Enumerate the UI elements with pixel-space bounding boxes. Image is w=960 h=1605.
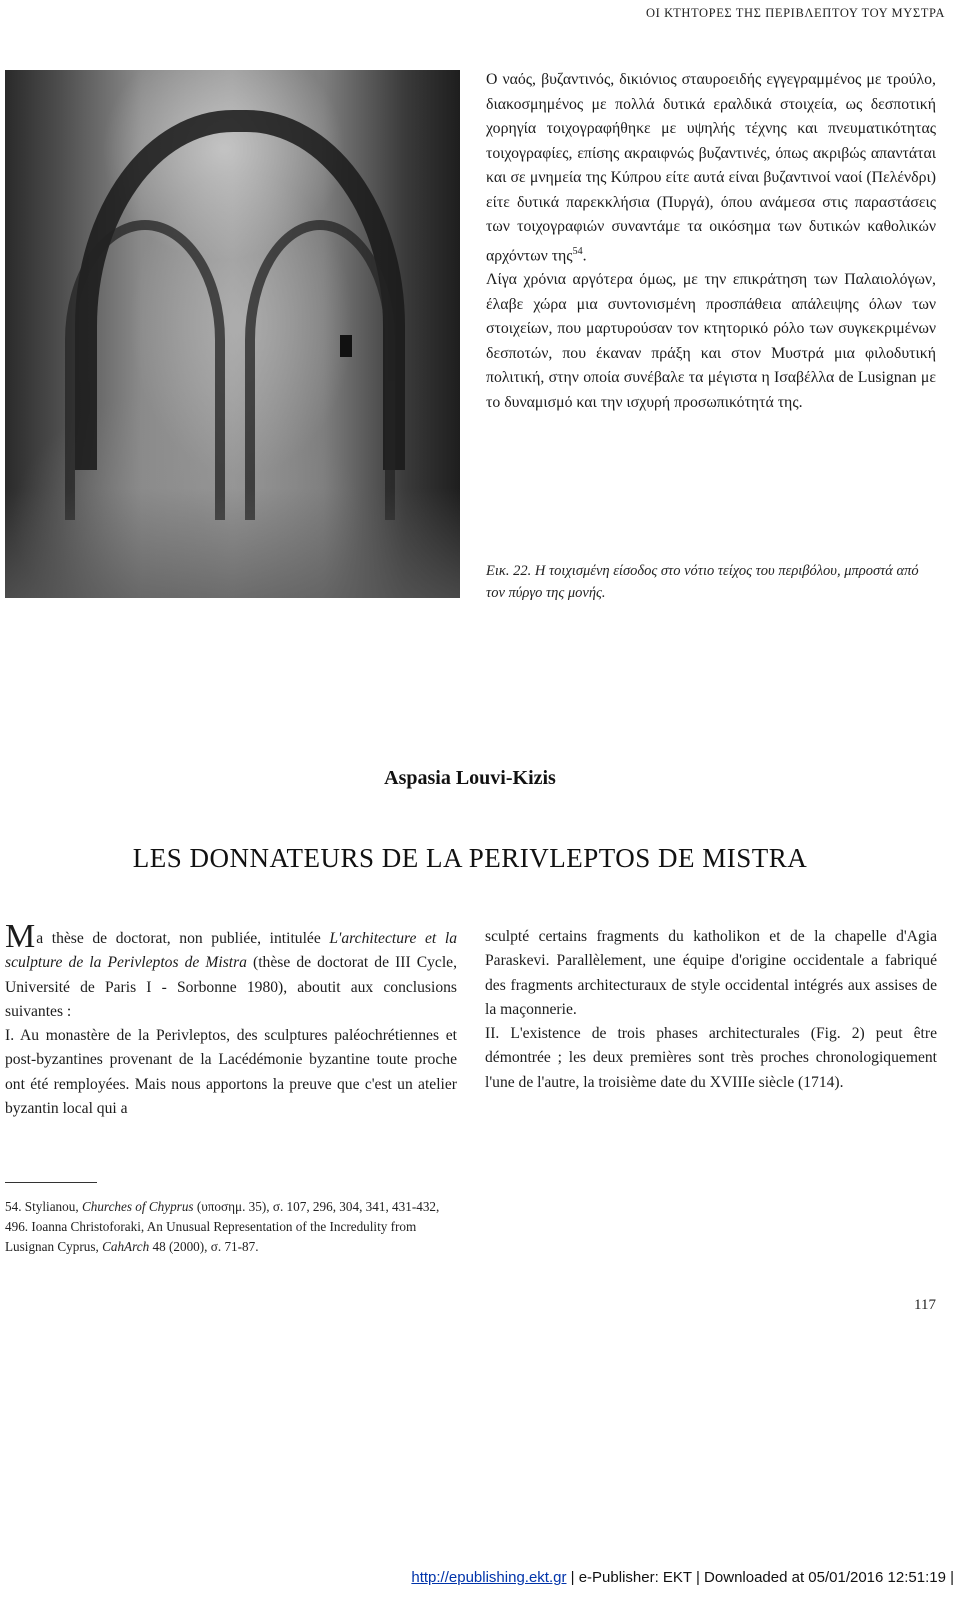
footnote-middle: (υποσημ. 35), σ. 107, 296, 304, 341, 431-432, 496. Ioanna Christoforaki, An Unusual Representation of the Incredulity from Lusignan Cyprus, [5,1199,440,1254]
article-author: Aspasia Louvi-Kizis [384,767,556,789]
continuation-paragraph: sculpté certains fragments du katholikon et de la chapelle d'Agia Paraskevi. Parallèlement, une équipe d'origine occidentale a fabriqué des fragments architecturaux de style occidental intégrés aux assises de la maçonnerie. [485,928,937,1018]
left-column [5,918,457,1121]
drop-cap: M [5,918,36,955]
thesis-title: L'architecture et la sculpture de la Perivleptos de Mistra [5,930,457,972]
conclusion-point-1: I. Au monastère de la Perivleptos, des sculptures paléochrétiennes et post-byzantines provenant de la Lacédémonie byzantine toute proche ont été remployées. Mais nous apportons la preuve que c'est un atelier byzantin local qui a [5,1027,457,1118]
footnote-54 [5,1197,460,1256]
wall-opening [340,335,352,357]
intro-text-b: (thèse de doctorat de III Cycle, Université de Paris I - Sorbonne 1980), aboutit aux conclusions suivantes : [5,954,457,1020]
greek-paragraph-1-end: . [582,246,587,264]
footnote-prefix: 54. Stylianou, [5,1199,82,1214]
page-number: 117 [914,1297,936,1313]
publisher-link[interactable]: http://epublishing.ekt.gr [411,1569,567,1586]
download-footer [0,1569,954,1586]
intro-paragraph [5,918,457,1024]
footnote-divider [5,1182,97,1183]
floor-shadow [5,488,460,598]
greek-body-text [486,68,936,415]
conclusion-point-2: II. L'existence de trois phases architecturales (Fig. 2) peut être démontrée ; les deux premières sont très proches chronologiquement l'une de l'autre, la troisième date du XVIIIe siècle (1714). [485,1025,937,1091]
greek-paragraph-2: Λίγα χρόνια αργότερα όμως, με την επικράτηση των Παλαιολόγων, έλαβε χώρα μια συντονισμένη προσπάθεια απάλειψης όλων των στοιχείων, που μαρτυρούσαν τον κτητορικό ρόλο των συγκεκριμένων δεσποτών, που έκαναν πράξη και στον Μυστρά μια φιλοδυτική πολιτική, στην οποία συνέβαλε τα μέγιστα η Ισαβέλλα de Lusignan με το δυναμισμό και την ισχυρή προσωπικότητά της. [486,271,936,411]
intro-text-a: a thèse de doctorat, non publiée, intitulée [36,930,330,947]
figure-photograph [5,70,460,598]
greek-paragraph-1-text: Ο ναός, βυζαντινός, δικιόνιος σταυροειδής εγγεγραμμένος με τρούλο, διακοσμημένος με πολλά δυτικά εραλδικά στοιχεία, ως δεσποτική χορηγία τοιχογραφήθηκε με υψηλής τέχνης και πνευματικότητας τοιχογραφίες, επίσης ακραιφνώς βυζαντινές, όπως ακριβώς απαντάται και σε μνημεία της Κύπρου είτε αυτά είναι βυζαντινοί ναοί (Πελένδρι) είτε δυτικά παρεκκλήσια (Πυργά), όπου ανάμεσα στις παραστάσεις των τοιχογραφιών συναντάμε τα οικόσημα των δυτικών καθολικών αρχόντων της [486,71,936,264]
running-head: ΟΙ ΚΤΗΤΟΡΕΣ ΤΗΣ ΠΕΡΙΒΛΕΠΤΟΥ ΤΟΥ ΜΥΣΤΡΑ [645,6,945,20]
right-arch [245,220,395,520]
footnote-book-title: Churches of Chyprus [81,1199,194,1214]
footnote-reference: 54 [572,245,583,257]
greek-paragraph-1 [486,68,936,268]
footer-info: | e-Publisher: EKT | Downloaded at 05/01/2016 12:51:19 | [566,1569,954,1586]
figure-caption: Εικ. 22. Η τοιχισμένη είσοδος στο νότιο τείχος του περιβόλου, μπροστά από τον πύργο της μονής. [486,563,919,601]
footnote-journal: CahArch [102,1238,150,1254]
footnote-suffix: 48 (2000), σ. 71-87. [149,1238,259,1254]
article-title: LES DONNATEURS DE LA PERIVLEPTOS DE MISTRA [132,843,808,873]
left-arch [65,220,225,520]
right-column [485,925,937,1095]
